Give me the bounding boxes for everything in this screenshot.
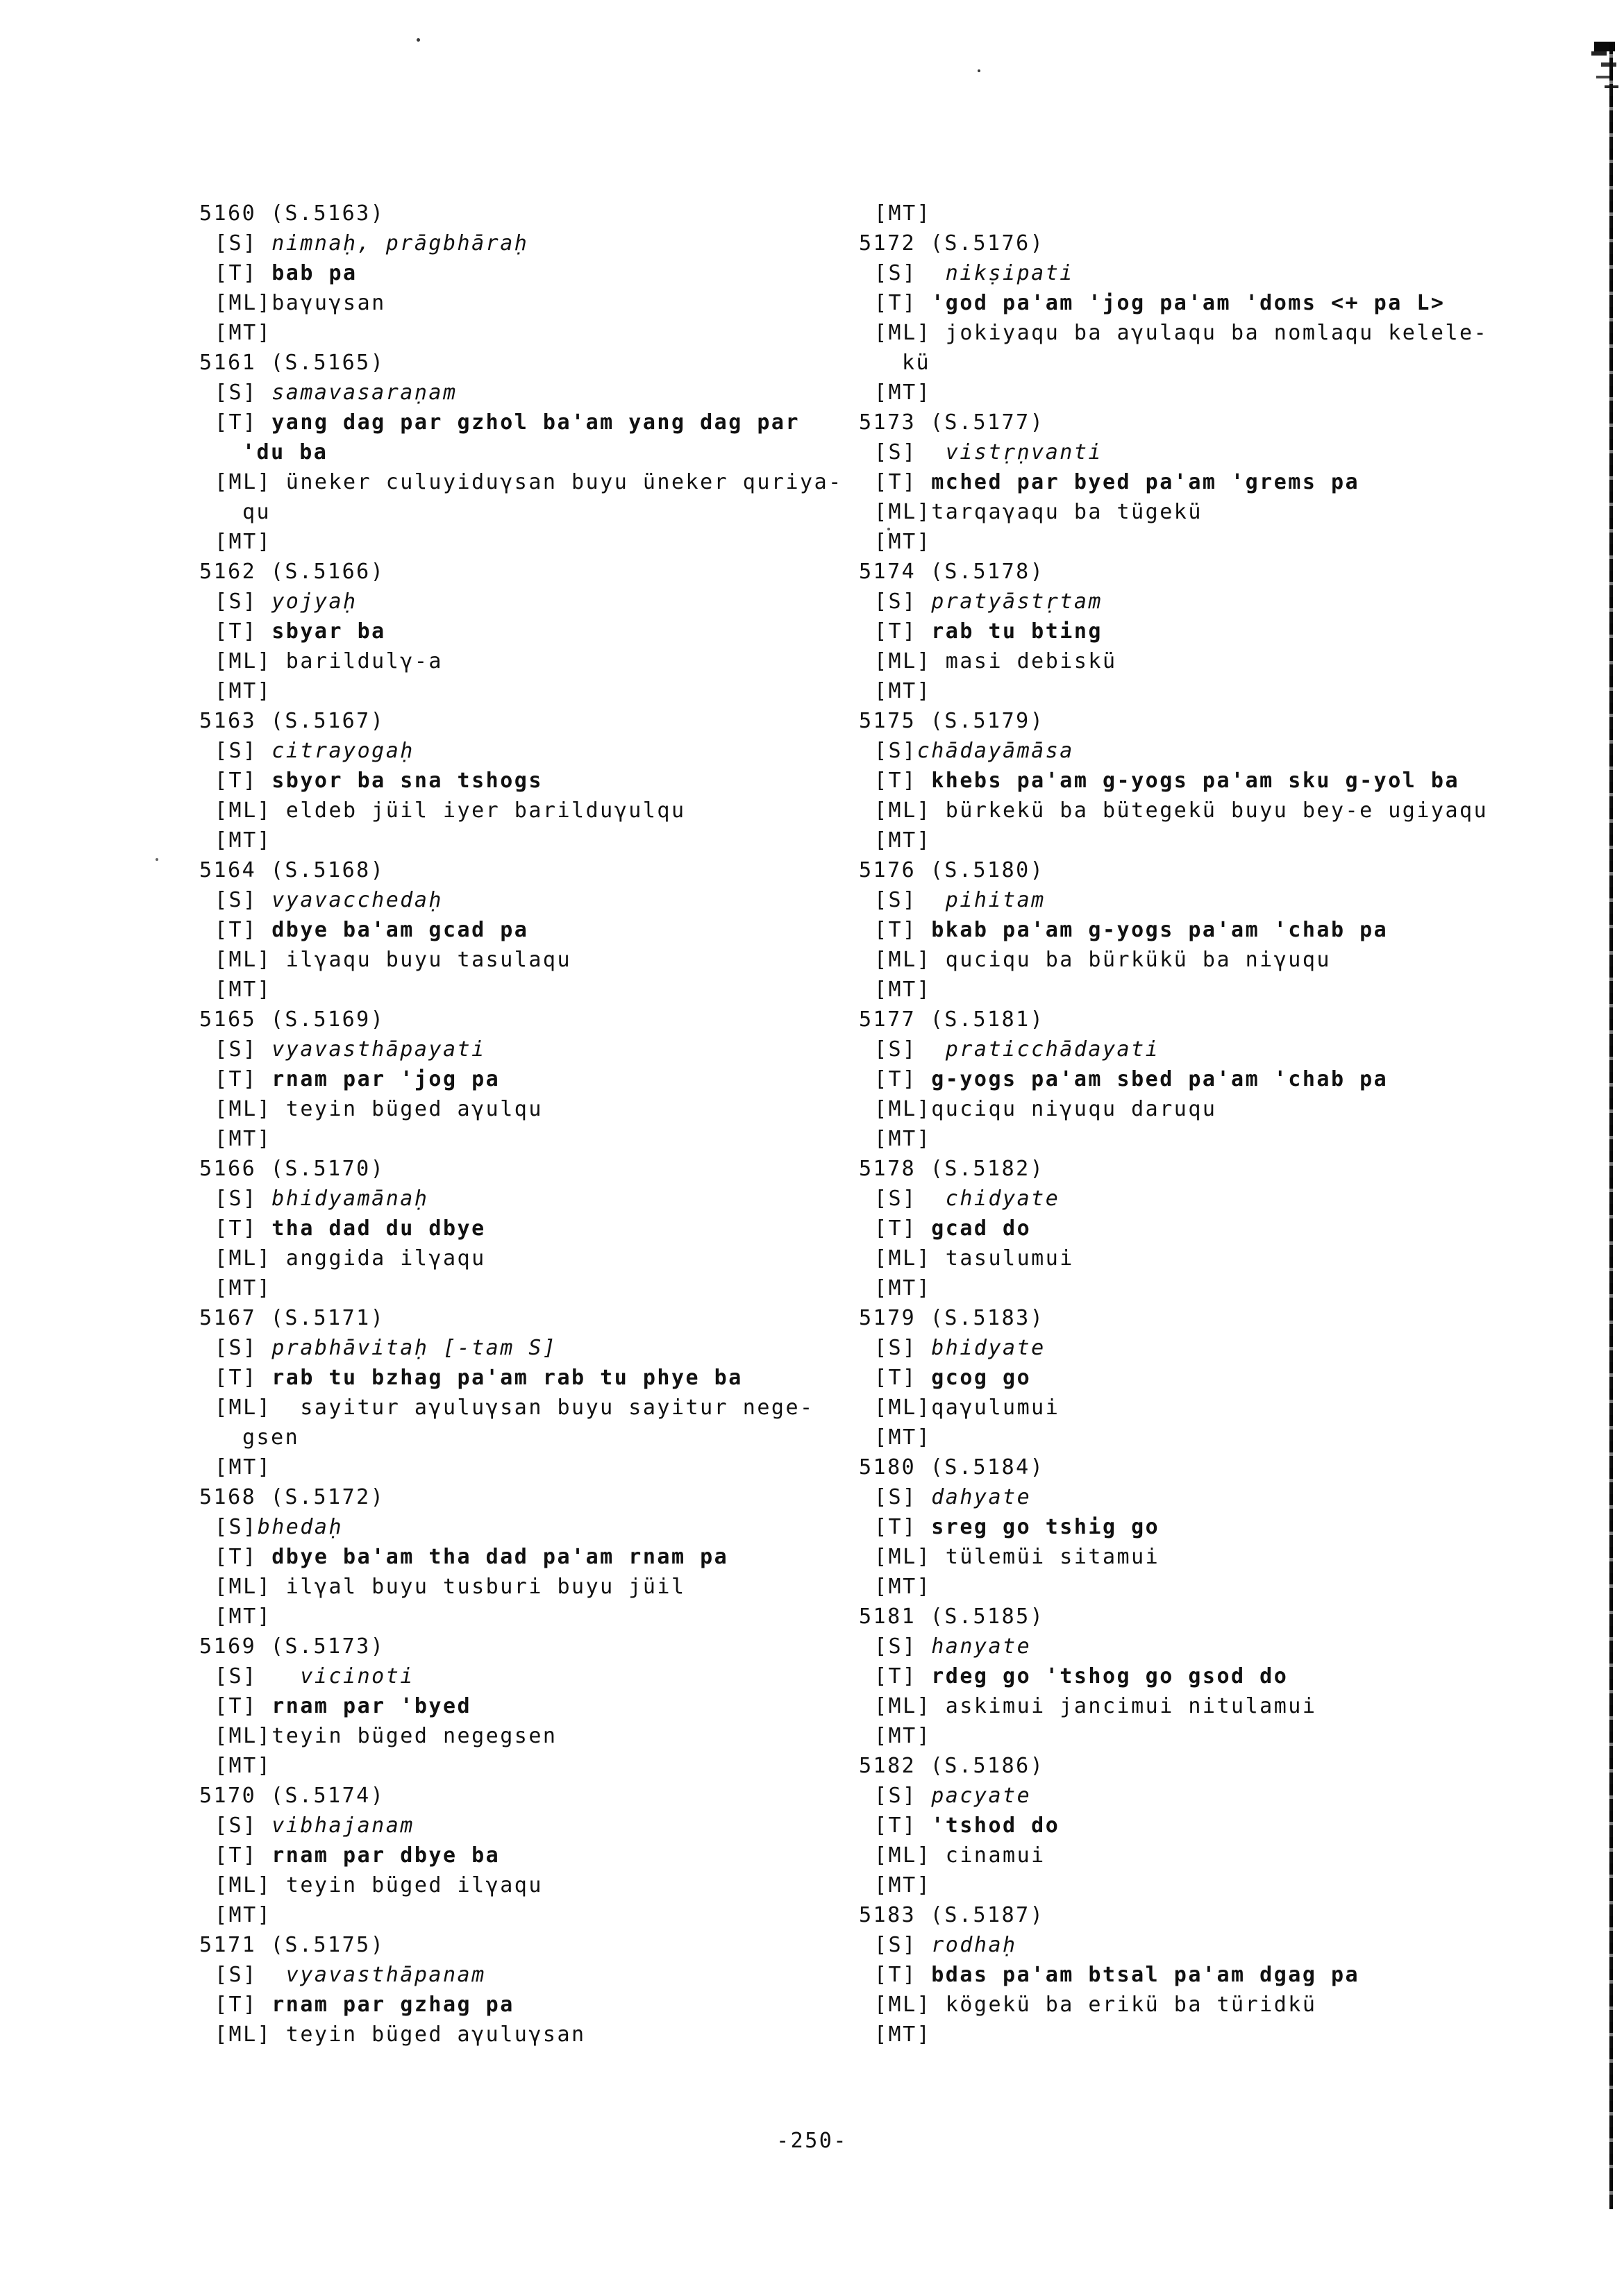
field-label: [T] <box>215 1694 258 1718</box>
field-label: [S] <box>215 1336 258 1360</box>
entry-line-mongolian <box>199 2020 843 2050</box>
entry-line-mt <box>859 826 1488 855</box>
entry-line-mongolian <box>859 497 1488 527</box>
entry-header: 5176 (S.5180) <box>859 858 1045 882</box>
field-label: [T] <box>215 1993 258 2017</box>
field-text: bhidyamānaḥ <box>257 1187 429 1211</box>
entry-line-mt <box>859 676 1488 706</box>
field-text: pacyate <box>916 1784 1032 1808</box>
entry-line-mt <box>199 1602 843 1632</box>
entry-line-continuation: gsen <box>242 1425 300 1450</box>
field-label: [ML] <box>215 291 272 315</box>
entry-line-mt <box>199 676 843 706</box>
field-label: [S] <box>874 1784 917 1808</box>
field-text: nikṣipati <box>916 261 1074 285</box>
field-text: yang dag par gzhol ba'am yang dag par <box>257 410 801 435</box>
entry-line-mt <box>859 1273 1488 1303</box>
field-label: [MT] <box>215 1754 272 1778</box>
field-label: [MT] <box>874 1724 932 1748</box>
field-label: [ML] <box>874 1097 932 1121</box>
entry-line-mt <box>859 2020 1488 2050</box>
field-text: tarqaγaqu ba tügekü <box>931 500 1203 524</box>
field-text: dbye ba'am gcad pa <box>257 918 529 942</box>
entry-line-mongolian <box>199 796 843 826</box>
entry-line-mongolian <box>859 1841 1488 1870</box>
field-label: [S] <box>874 1187 917 1211</box>
entry-line-continuation: qu <box>242 500 271 524</box>
entry-line-sanskrit <box>199 1034 843 1064</box>
field-text: rnam par dbye ba <box>257 1843 501 1868</box>
field-text: bhidyate <box>916 1336 1046 1360</box>
field-text: gcad do <box>916 1216 1032 1241</box>
entry-line-tibetan <box>199 1064 843 1094</box>
field-text: rnam par 'jog pa <box>257 1067 501 1091</box>
field-text: masi debiskü <box>931 649 1117 673</box>
field-label: [S] <box>215 380 258 405</box>
field-label: [ML] <box>215 1873 272 1897</box>
field-text: rodhaḥ <box>916 1933 1017 1957</box>
field-text: chādayāmāsa <box>916 739 1074 763</box>
entry-line-sanskrit <box>199 378 843 408</box>
field-text: sbyor ba sna tshogs <box>257 769 543 793</box>
field-label: [ML] <box>874 1545 932 1569</box>
field-text: tasulumui <box>931 1246 1074 1271</box>
field-label: [T] <box>874 1216 917 1241</box>
field-label: [ML] <box>874 948 932 972</box>
field-text: pihitam <box>916 888 1046 912</box>
entry-line-tibetan <box>199 1542 843 1572</box>
entry-line-mongolian <box>199 1721 843 1751</box>
entry-line-tibetan <box>199 617 843 646</box>
field-text: teyin büged aγuluγsan <box>271 2022 586 2047</box>
entry-line-sanskrit <box>199 1960 843 1990</box>
field-label: [S] <box>215 1664 258 1689</box>
field-label: [ML] <box>215 1097 272 1121</box>
entry-line-mt <box>199 527 843 557</box>
field-label: [MT] <box>215 1455 272 1480</box>
field-text: rab tu bzhag pa'am rab tu phye ba <box>257 1366 743 1390</box>
field-text: citrayogaḥ <box>257 739 415 763</box>
field-text: samavasaraṇam <box>257 380 458 405</box>
entry-header: 5163 (S.5167) <box>199 709 385 733</box>
field-label: [ML] <box>874 798 932 823</box>
field-text: quciqu niγuqu daruqu <box>931 1097 1217 1121</box>
entry-line-tibetan <box>859 1064 1488 1094</box>
entry-line-tibetan <box>859 1960 1488 1990</box>
entry-line-sanskrit <box>859 1781 1488 1811</box>
field-text: bürkekü ba bütegekü buyu bey-e ugiyaqu <box>931 798 1489 823</box>
field-label: [MT] <box>215 828 272 853</box>
field-label: [MT] <box>874 2022 932 2047</box>
entry-line-mt <box>859 975 1488 1005</box>
entry-line-mt <box>199 1751 843 1781</box>
field-label: [S] <box>215 1515 258 1539</box>
field-label: [S] <box>215 739 258 763</box>
field-text: bkab pa'am g-yogs pa'am 'chab pa <box>916 918 1389 942</box>
field-text: sayitur aγuluγsan buyu sayitur nege- <box>271 1396 814 1420</box>
field-text: kögekü ba erikü ba türidkü <box>931 1993 1317 2017</box>
field-label: [T] <box>874 918 917 942</box>
field-label: [T] <box>874 1366 917 1390</box>
field-text: baγuγsan <box>271 291 386 315</box>
field-label: [ML] <box>874 1246 932 1271</box>
field-text: üneker culuyiduγsan buyu üneker quriya- <box>271 470 843 494</box>
entry-line-mt <box>199 1452 843 1482</box>
entry-line-mongolian <box>199 646 843 676</box>
field-text: jokiyaqu ba aγulaqu ba nomlaqu kelele- <box>931 321 1489 345</box>
field-label: [MT] <box>874 679 932 703</box>
scan-edge-artifact <box>1609 43 1613 2209</box>
field-text: gcog go <box>916 1366 1032 1390</box>
field-label: [T] <box>874 619 917 644</box>
field-text: mched par byed pa'am 'grems pa <box>916 470 1360 494</box>
field-text: rnam par 'byed <box>257 1694 472 1718</box>
entry-header: 5182 (S.5186) <box>859 1754 1045 1778</box>
field-label: [ML] <box>215 1575 272 1599</box>
entry-line-sanskrit <box>859 258 1488 288</box>
field-text: barildulγ-a <box>271 649 443 673</box>
entry-header: 5175 (S.5179) <box>859 709 1045 733</box>
field-label: [S] <box>874 1336 917 1360</box>
entry-line-sanskrit <box>859 1333 1488 1363</box>
field-label: [S] <box>874 589 917 614</box>
field-label: [S] <box>874 440 917 464</box>
field-label: [S] <box>215 888 258 912</box>
entry-header: 5166 (S.5170) <box>199 1157 385 1181</box>
entry-line-sanskrit <box>859 1184 1488 1214</box>
field-label: [ML] <box>874 649 932 673</box>
field-label: [T] <box>215 769 258 793</box>
entry-header: 5164 (S.5168) <box>199 858 385 882</box>
field-label: [MT] <box>874 201 932 226</box>
field-label: [S] <box>874 1933 917 1957</box>
entry-header: 5170 (S.5174) <box>199 1784 385 1808</box>
entry-line-mongolian <box>859 1243 1488 1273</box>
field-label: [S] <box>215 231 258 255</box>
entry-line-tibetan <box>199 1841 843 1870</box>
entry-line-mongolian <box>859 1990 1488 2020</box>
entry-header: 5161 (S.5165) <box>199 351 385 375</box>
field-label: [S] <box>874 1634 917 1659</box>
entry-line-sanskrit <box>199 228 843 258</box>
entry-header: 5167 (S.5171) <box>199 1306 385 1330</box>
entry-line-mongolian <box>859 646 1488 676</box>
field-text: rab tu bting <box>916 619 1103 644</box>
right-column <box>859 199 1488 2050</box>
field-text: pratyāstṛtam <box>916 589 1103 614</box>
entry-line-continuation: 'du ba <box>242 440 328 464</box>
entry-line-mt <box>199 975 843 1005</box>
field-text: vistṛṇvanti <box>916 440 1103 464</box>
entry-line-tibetan <box>859 1363 1488 1393</box>
field-text: sbyar ba <box>257 619 386 644</box>
field-label: [MT] <box>215 1127 272 1151</box>
entry-header: 5183 (S.5187) <box>859 1903 1045 1927</box>
scan-speck <box>978 69 980 72</box>
entry-header: 5168 (S.5172) <box>199 1485 385 1509</box>
field-text: teyin büged negegsen <box>271 1724 558 1748</box>
field-text: eldeb jüil iyer barilduγulqu <box>271 798 686 823</box>
field-label: [T] <box>874 1963 917 1987</box>
entry-line-mongolian <box>199 467 843 497</box>
field-label: [T] <box>215 1843 258 1868</box>
field-label: [MT] <box>874 978 932 1002</box>
entry-line-mt <box>859 1423 1488 1452</box>
field-label: [ML] <box>215 1396 272 1420</box>
field-label: [T] <box>874 1067 917 1091</box>
entry-line-sanskrit <box>199 1184 843 1214</box>
field-text: teyin büged ilγaqu <box>271 1873 543 1897</box>
entry-line-mt <box>199 1273 843 1303</box>
field-label: [MT] <box>215 679 272 703</box>
entry-line-sanskrit <box>859 587 1488 617</box>
entry-line-tibetan <box>199 766 843 796</box>
entry-line-sanskrit <box>859 437 1488 467</box>
field-label: [S] <box>215 1963 258 1987</box>
entry-line-sanskrit <box>859 1632 1488 1661</box>
entry-header: 5179 (S.5183) <box>859 1306 1045 1330</box>
field-text: teyin büged aγulqu <box>271 1097 543 1121</box>
field-text: ilγal buyu tusburi buyu jüil <box>271 1575 686 1599</box>
field-label: [MT] <box>874 1425 932 1450</box>
field-text: cinamui <box>931 1843 1046 1868</box>
entry-line-mongolian <box>199 1243 843 1273</box>
entry-line-sanskrit <box>859 1482 1488 1512</box>
field-text: qaγulumui <box>931 1396 1060 1420</box>
entry-line-tibetan <box>199 1214 843 1243</box>
entry-header: 5173 (S.5177) <box>859 410 1045 435</box>
field-label: [ML] <box>215 798 272 823</box>
field-text: tha dad du dbye <box>257 1216 486 1241</box>
entry-header: 5178 (S.5182) <box>859 1157 1045 1181</box>
entry-line-tibetan <box>199 1990 843 2020</box>
entry-line-mongolian <box>859 1393 1488 1423</box>
field-text: dbye ba'am tha dad pa'am rnam pa <box>257 1545 729 1569</box>
field-label: [T] <box>215 1545 258 1569</box>
field-label: [T] <box>215 1067 258 1091</box>
field-text: bhedaḥ <box>257 1515 344 1539</box>
entry-line-sanskrit <box>199 587 843 617</box>
scan-speck <box>156 858 158 861</box>
left-column <box>199 199 843 2050</box>
field-text: anggida ilγaqu <box>271 1246 486 1271</box>
entry-line-continuation: kü <box>902 351 931 375</box>
entry-line-mongolian <box>199 1393 843 1423</box>
field-label: [T] <box>874 1813 917 1838</box>
field-label: [S] <box>874 888 917 912</box>
field-text: yojyaḥ <box>257 589 358 614</box>
entry-header: 5177 (S.5181) <box>859 1007 1045 1032</box>
field-label: [ML] <box>215 1724 272 1748</box>
entry-header: 5172 (S.5176) <box>859 231 1045 255</box>
field-label: [S] <box>215 589 258 614</box>
field-label: [T] <box>215 918 258 942</box>
field-label: [ML] <box>874 1396 932 1420</box>
field-text: 'tshod do <box>916 1813 1060 1838</box>
field-label: [S] <box>874 261 917 285</box>
entry-line-tibetan <box>199 1691 843 1721</box>
field-label: [T] <box>874 1515 917 1539</box>
entry-line-tibetan <box>859 1214 1488 1243</box>
field-text: vyavacchedaḥ <box>257 888 443 912</box>
field-text: vibhajanam <box>257 1813 415 1838</box>
field-label: [ML] <box>874 500 932 524</box>
field-label: [MT] <box>874 1575 932 1599</box>
field-label: [T] <box>874 291 917 315</box>
field-text: dahyate <box>916 1485 1032 1509</box>
entry-line-tibetan <box>859 1661 1488 1691</box>
entry-line-mt <box>859 1124 1488 1154</box>
field-label: [ML] <box>215 470 272 494</box>
entry-header: 5165 (S.5169) <box>199 1007 385 1032</box>
entry-line-tibetan <box>199 1363 843 1393</box>
field-text: vicinoti <box>257 1664 415 1689</box>
field-label: [ML] <box>215 649 272 673</box>
field-label: [MT] <box>215 978 272 1002</box>
entry-line-tibetan <box>859 617 1488 646</box>
entry-line-mongolian <box>199 1572 843 1602</box>
entry-line-sanskrit <box>199 736 843 766</box>
field-label: [ML] <box>874 1843 932 1868</box>
field-label: [MT] <box>874 1276 932 1300</box>
field-label: [MT] <box>215 321 272 345</box>
entry-line-mt <box>859 1721 1488 1751</box>
field-label: [MT] <box>874 1127 932 1151</box>
entry-line-sanskrit <box>199 1333 843 1363</box>
field-label: [MT] <box>874 530 932 554</box>
field-text: nimnaḥ, prāgbhāraḥ <box>257 231 529 255</box>
field-label: [T] <box>215 1216 258 1241</box>
entry-line-tibetan <box>199 915 843 945</box>
entry-line-mongolian <box>199 1094 843 1124</box>
entry-header: 5162 (S.5166) <box>199 560 385 584</box>
entry-header: 5181 (S.5185) <box>859 1604 1045 1629</box>
entry-line-mt <box>199 1900 843 1930</box>
entry-line-tibetan <box>859 766 1488 796</box>
field-label: [S] <box>874 1485 917 1509</box>
entry-line-tibetan <box>859 1811 1488 1841</box>
entry-line-tibetan <box>859 467 1488 497</box>
field-label: [ML] <box>874 321 932 345</box>
field-label: [S] <box>874 1037 917 1062</box>
field-text: praticchādayati <box>916 1037 1160 1062</box>
field-text: 'god pa'am 'jog pa'am 'doms <+ pa L> <box>916 291 1446 315</box>
entry-line-mt <box>199 1124 843 1154</box>
entry-line-mongolian <box>859 318 1488 348</box>
entry-line-tibetan <box>199 408 843 437</box>
entry-line-sanskrit <box>199 885 843 915</box>
field-text: khebs pa'am g-yogs pa'am sku g-yol ba <box>916 769 1460 793</box>
field-text: bdas pa'am btsal pa'am dgag pa <box>916 1963 1360 1987</box>
field-text: g-yogs pa'am sbed pa'am 'chab pa <box>916 1067 1389 1091</box>
entry-line-sanskrit <box>859 736 1488 766</box>
field-label: [T] <box>874 769 917 793</box>
entry-line-tibetan <box>859 915 1488 945</box>
entry-line-mongolian <box>199 1870 843 1900</box>
field-label: [MT] <box>215 1604 272 1629</box>
entry-line-mt <box>859 1572 1488 1602</box>
entry-header: 5171 (S.5175) <box>199 1933 385 1957</box>
entry-line-sanskrit <box>859 1930 1488 1960</box>
field-label: [S] <box>215 1187 258 1211</box>
field-label: [S] <box>874 739 917 763</box>
field-label: [MT] <box>215 530 272 554</box>
entry-line-mongolian <box>859 1542 1488 1572</box>
entry-line-sanskrit <box>199 1512 843 1542</box>
field-text: hanyate <box>916 1634 1032 1659</box>
field-label: [MT] <box>874 1873 932 1897</box>
entry-line-mongolian <box>859 945 1488 975</box>
field-text: ilγaqu buyu tasulaqu <box>271 948 572 972</box>
field-label: [ML] <box>215 948 272 972</box>
entry-line-sanskrit <box>859 1034 1488 1064</box>
field-label: [MT] <box>874 828 932 853</box>
field-label: [ML] <box>874 1694 932 1718</box>
entry-header: 5174 (S.5178) <box>859 560 1045 584</box>
entry-line-mongolian <box>199 945 843 975</box>
field-label: [T] <box>874 1664 917 1689</box>
entry-line-mongolian <box>859 1691 1488 1721</box>
field-label: [ML] <box>215 2022 272 2047</box>
field-text: prabhāvitaḥ [-tam S] <box>257 1336 558 1360</box>
field-text: vyavasthāpayati <box>257 1037 486 1062</box>
entry-line-sanskrit <box>199 1661 843 1691</box>
field-label: [T] <box>215 410 258 435</box>
entry-line-mt <box>199 826 843 855</box>
page-number: -250- <box>776 2129 848 2153</box>
field-label: [S] <box>215 1813 258 1838</box>
field-label: [S] <box>215 1037 258 1062</box>
field-label: [MT] <box>874 380 932 405</box>
field-text: quciqu ba bürkükü ba niγuqu <box>931 948 1331 972</box>
field-label: [ML] <box>874 1993 932 2017</box>
entry-line-mt <box>859 527 1488 557</box>
entry-line-mongolian <box>859 796 1488 826</box>
field-label: [MT] <box>215 1903 272 1927</box>
entry-header: 5180 (S.5184) <box>859 1455 1045 1480</box>
entry-line-mt <box>199 318 843 348</box>
field-text: rnam par gzhag pa <box>257 1993 514 2017</box>
entry-line-tibetan <box>859 1512 1488 1542</box>
field-label: [T] <box>215 1366 258 1390</box>
field-label: [MT] <box>215 1276 272 1300</box>
field-text: rdeg go 'tshog go gsod do <box>916 1664 1289 1689</box>
entry-line-tibetan <box>199 258 843 288</box>
entry-line-mongolian <box>859 1094 1488 1124</box>
entry-line-sanskrit <box>859 885 1488 915</box>
entry-line-sanskrit <box>199 1811 843 1841</box>
entry-line-tibetan <box>859 288 1488 318</box>
scan-speck <box>417 38 420 42</box>
field-label: [T] <box>874 470 917 494</box>
field-text: askimui jancimui nitulamui <box>931 1694 1317 1718</box>
field-label: [ML] <box>215 1246 272 1271</box>
field-text: vyavasthāpanam <box>257 1963 486 1987</box>
entry-header: 5169 (S.5173) <box>199 1634 385 1659</box>
entry-line-mt <box>859 199 1488 228</box>
field-text: chidyate <box>916 1187 1060 1211</box>
field-text: tülemüi sitamui <box>931 1545 1160 1569</box>
entry-line-mt <box>859 378 1488 408</box>
field-text: sreg go tshig go <box>916 1515 1160 1539</box>
field-label: [T] <box>215 619 258 644</box>
entry-line-mongolian <box>199 288 843 318</box>
field-label: [T] <box>215 261 258 285</box>
field-text: bab pa <box>257 261 358 285</box>
entry-line-mt <box>859 1870 1488 1900</box>
entry-header: 5160 (S.5163) <box>199 201 385 226</box>
